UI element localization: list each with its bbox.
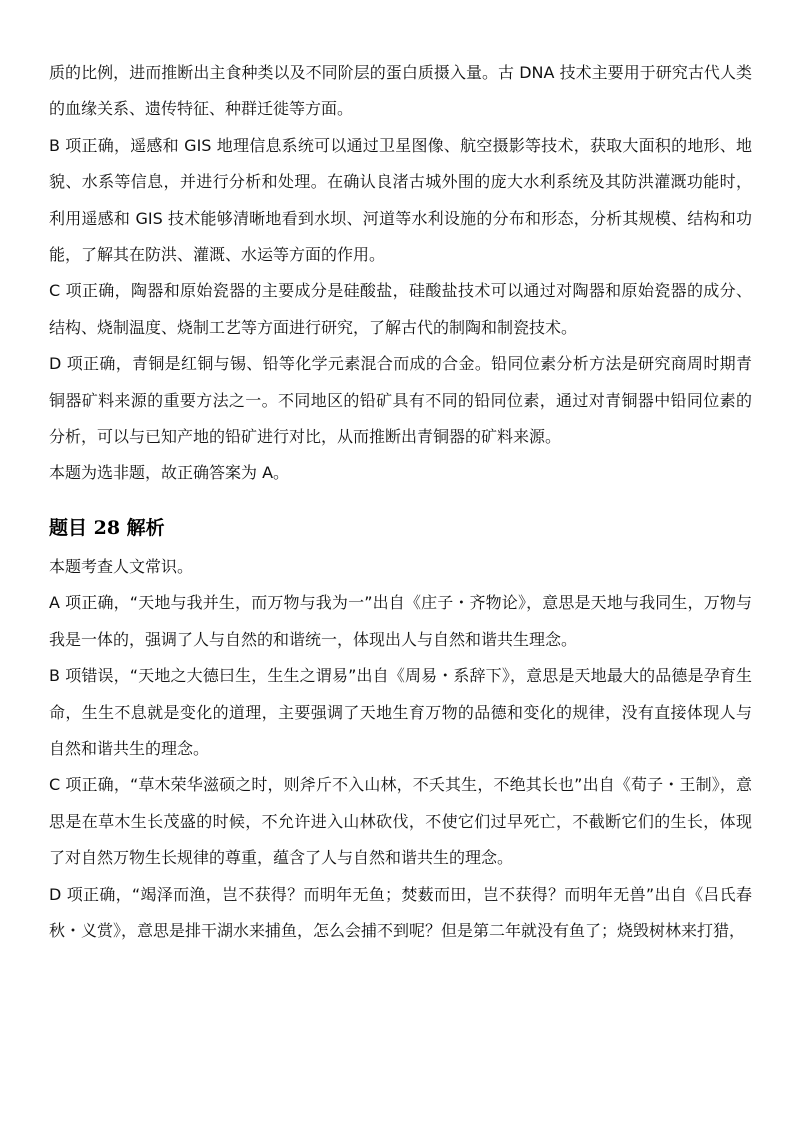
paragraph-option-c: C 项正确，陶器和原始瓷器的主要成分是硅酸盐，硅酸盐技术可以通过对陶器和原始瓷器的成分、结构、烧制温度、烧制工艺等方面进行研究，了解古代的制陶和制瓷技术。 — [49, 281, 752, 337]
section-heading: 题目 28 解析 — [49, 516, 165, 539]
paragraph-option-a: A 项正确，“天地与我并生，而万物与我为一”出自《庄子・齐物论》，意思是天地与我同生，万物与我是一体的，强调了人与自然的和谐统一，体现出人与自然和谐共生理念。 — [49, 593, 752, 649]
paragraph-option-d-2: D 项正确，“竭泽而渔，岂不获得？而明年无鱼；焚薮而田，岂不获得？而明年无兽”出自《吕氏春秋・义赏》，意思是排干湖水来捕鱼，怎么会捕不到呢？但是第二年就没有鱼了；烧毁树林来打猎， — [49, 884, 752, 940]
paragraph-continuation: 质的比例，进而推断出主食种类以及不同阶层的蛋白质摄入量。古 DNA 技术主要用于研究古代人类的血缘关系、遗传特征、种群迁徙等方面。 — [49, 63, 752, 119]
document-content — [49, 55, 752, 949]
paragraph-topic: 本题考查人文常识。 — [49, 556, 194, 576]
paragraph-option-d: D 项正确，青铜是红铜与锡、铅等化学元素混合而成的合金。铅同位素分析方法是研究商周时期青铜器矿料来源的重要方法之一。不同地区的铅矿具有不同的铅同位素，通过对青铜器中铅同位素的分析，可以与已知产地的铅矿进行对比，从而推断出青铜器的矿料来源。 — [49, 354, 752, 447]
paragraph-option-b-2: B 项错误，“天地之大德曰生，生生之谓易”出自《周易・系辞下》，意思是天地最大的品德是孕育生命，生生不息就是变化的道理，主要强调了天地生育万物的品德和变化的规律，没有直接体现人与自然和谐共生的理念。 — [49, 666, 752, 758]
paragraph-answer: 本题为选非题，故正确答案为 A。 — [49, 463, 290, 483]
paragraph-option-b: B 项正确，遥感和 GIS 地理信息系统可以通过卫星图像、航空摄影等技术，获取大面积的地形、地貌、水系等信息，并进行分析和处理。在确认良渚古城外围的庞大水利系统及其防洪灌溉功能时，利用遥感和 GIS 技术能够清晰地看到水坝、河道等水利设施的分布和形态，分析其规模、结构和功能，了解其在防洪、灌溉、水运等方面的作用。 — [49, 135, 752, 265]
paragraph-option-c-2: C 项正确，“草木荣华滋硕之时，则斧斤不入山林，不夭其生，不绝其长也”出自《荀子・王制》，意思是在草木生长茂盛的时候，不允许进入山林砍伐，不使它们过早死亡，不截断它们的生长，体现了对自然万物生长规律的尊重，蕴含了人与自然和谐共生的理念。 — [49, 775, 752, 868]
